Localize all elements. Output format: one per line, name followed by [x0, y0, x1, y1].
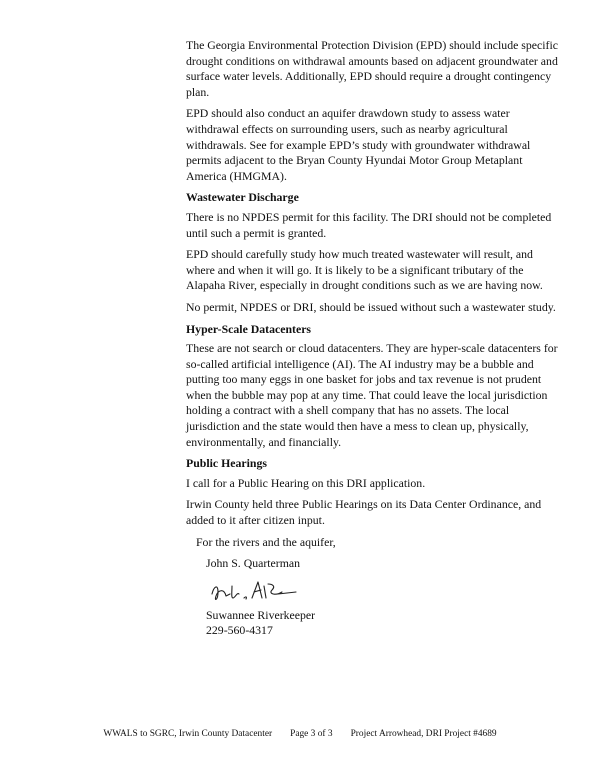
closing-salutation: For the rivers and the aquifer, [196, 534, 336, 549]
paragraph-wastewater-study: EPD should carefully study how much treated wastewater will result, and where and when it will go. It is likely to be a significant tributary of the Alapaha River, especially in drought conditions such as we are having now. [186, 247, 543, 293]
page-footer [0, 728, 600, 740]
signature-block [206, 556, 558, 639]
paragraph-aquifer-study: EPD should also conduct an aquifer drawdown study to assess water withdrawal effects on surrounding users, such as nearby agricultural withdrawals. See for example EPD’s study with groundwater withdrawal permits adjacent to the Bryan County Hyundai Motor Group Metaplant America (HMGMA). [186, 106, 531, 183]
signer-name: John S. Quarterman [206, 556, 301, 571]
footer-document-title: WWALS to SGRC, Irwin County Datacenter [103, 729, 273, 739]
footer-project-name: Project Arrowhead, DRI Project #4689 [350, 729, 497, 739]
heading-wastewater-discharge: Wastewater Discharge [186, 190, 299, 205]
paragraph-call-for-hearing: I call for a Public Hearing on this DRI application. [186, 475, 426, 490]
handwritten-signature [206, 574, 306, 608]
paragraph-no-permit: No permit, NPDES or DRI, should be issued without such a wastewater study. [186, 299, 556, 314]
signer-phone: 229-560-4317 [206, 623, 273, 638]
letter-body [186, 38, 558, 639]
heading-public-hearings: Public Hearings [186, 456, 267, 471]
paragraph-npdes-permit: There is no NPDES permit for this facility. The DRI should not be completed until such a permit is granted. [186, 209, 552, 240]
paragraph-drought-conditions: The Georgia Environmental Protection Division (EPD) should include specific drought conditions on withdrawal amounts based on adjacent groundwater and surface water levels. Additionally, EPD should require a drought contingency plan. [186, 38, 558, 99]
footer-page-number: Page 3 of 3 [290, 729, 333, 739]
signer-title: Suwannee Riverkeeper [206, 607, 316, 622]
paragraph-irwin-hearings: Irwin County held three Public Hearings on its Data Center Ordinance, and added to it after citizen input. [186, 497, 542, 528]
heading-hyper-scale-datacenters: Hyper-Scale Datacenters [186, 321, 312, 336]
paragraph-ai-bubble: These are not search or cloud datacenters. They are hyper-scale datacenters for so-called artificial intelligence (AI). The AI industry may be a bubble and putting too many eggs in one basket for jobs and tax revenue is not prudent when the bubble may pop at any time. That could leave the local jurisdiction holding a contract with a shell company that has no assets. The local jurisdiction and the state would then have a mess to clean up, physically, environmentally, and financially. [186, 341, 558, 449]
